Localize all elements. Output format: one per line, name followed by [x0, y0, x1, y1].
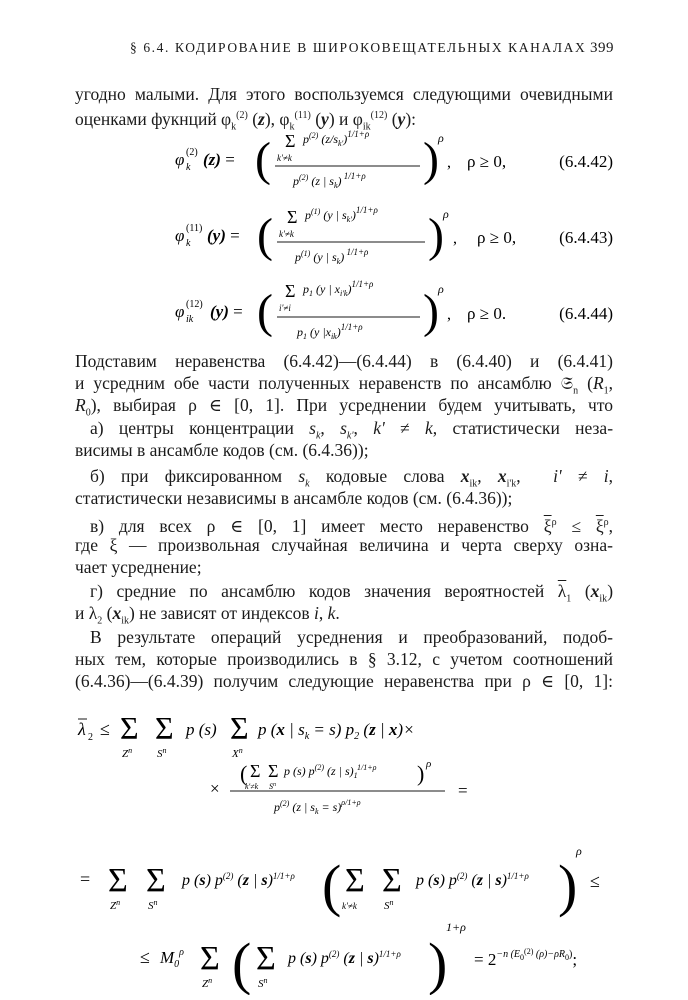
equation-number: (6.4.44) — [559, 304, 613, 323]
svg-text:p(2) (z/sk')1/1+ρ: $p^{(2)}$ $(z/s_{k'})^{1/1+\rho}$ — [303, 129, 370, 148]
svg-text:≤: ≤ — [140, 947, 150, 967]
text-line: В результате операций усреднения и преобразований, подоб- — [90, 627, 613, 647]
svg-text:(: ( — [257, 285, 273, 338]
svg-text:p1 (y |xik)1/1+ρ: $p_1$ (y $|x_{ik})^{1/1+\rho}$ — [297, 322, 363, 341]
svg-text:Sn: $S^n$ — [148, 898, 158, 912]
svg-text:,: , — [453, 230, 457, 247]
svg-text:Σ: Σ — [250, 761, 261, 781]
equation-6-4-44 — [175, 279, 613, 341]
svg-text:p (s) p(2) (z | s)1/1+ρ: p (s) $p^{(2)}$ (z | s)$^{1/1+\rho}$ — [416, 871, 529, 889]
svg-text:p (s) p(2) (z | s)1/1+ρ: p (s) $p^{(2)}$ (z | s)$^{1/1+\rho}$ — [182, 871, 295, 889]
text-line: и усредним обе части полученных неравенств по ансамблю 𝔖$_n$ ($R_1$, — [75, 373, 614, 397]
svg-text:Σ: Σ — [382, 862, 402, 899]
svg-text:φ: φ — [175, 226, 185, 245]
svg-text:k: k — [186, 238, 191, 249]
svg-text:Σ: Σ — [146, 862, 166, 899]
svg-text:=: = — [458, 781, 468, 800]
svg-text:Σ: Σ — [200, 940, 220, 977]
equation-number: (6.4.43) — [559, 228, 613, 247]
running-title: § 6.4. КОДИРОВАНИЕ В ШИРОКОВЕЩАТЕЛЬНЫХ КАНАЛАХ — [130, 40, 587, 55]
svg-text:φ: φ — [175, 302, 185, 321]
svg-text:ρ: ρ — [438, 282, 444, 296]
formula-line-4 — [140, 920, 577, 995]
svg-text:Σ: Σ — [285, 131, 296, 151]
svg-text:Sn: $S^n$ — [269, 782, 276, 791]
svg-text:φ: φ — [175, 150, 185, 169]
svg-text:Σ: Σ — [256, 940, 276, 977]
svg-text:Sn: $S^n$ — [157, 746, 167, 760]
final-formula — [70, 695, 630, 995]
equation-number: (6.4.42) — [559, 152, 613, 171]
svg-text:= 2−n (E0(2) (ρ)−ρR0);: = $2^{-n (E}0^{(2)}$ (ρ)−ρR0); — [474, 947, 578, 969]
svg-text:k'≠k: k'≠k — [277, 153, 292, 163]
list-item: а) центры концентрации $s_k$, $s_{k'}$, k' ≠ k, статистически неза- — [90, 418, 614, 442]
svg-text:p(1) (y | sk) 1/1+ρ: $p^{(1)}$ (y | $s_k$) $^{1/1+\rho}$ — [295, 247, 369, 266]
svg-text:(: ( — [257, 209, 273, 262]
svg-text:Sn: $S^n$ — [258, 976, 268, 990]
list-item: б) при фиксированном $s_k$ кодовые слова $x_{ik}$, $x_{i'k}$, i' ≠ i, — [90, 466, 614, 490]
svg-text:Σ: Σ — [285, 281, 296, 301]
svg-text:(: ( — [255, 133, 271, 186]
svg-text:2: 2 — [88, 732, 93, 743]
svg-text:Sn: $S^n$ — [384, 898, 394, 912]
svg-text:ρ ≥ 0,: ρ ≥ 0, — [477, 228, 517, 247]
svg-text:ρ: ρ — [576, 844, 582, 858]
svg-text:k'≠k: k'≠k — [342, 901, 357, 911]
formula-line-1 — [77, 710, 415, 760]
svg-text:1+ρ: 1+ρ — [446, 920, 466, 934]
svg-text:): ) — [423, 285, 439, 338]
svg-text:): ) — [558, 853, 578, 918]
svg-text:(y) =: (y) = — [210, 302, 243, 321]
svg-text:Σ: Σ — [155, 710, 174, 746]
svg-text:): ) — [417, 761, 425, 786]
svg-text:Σ: Σ — [287, 207, 298, 227]
svg-text:(z) =: (z) = — [203, 150, 235, 169]
svg-text:): ) — [423, 133, 439, 186]
svg-text:Zn: $Z^n$ — [202, 976, 213, 990]
svg-text:(11): (11) — [186, 223, 203, 234]
equation-block — [75, 125, 615, 355]
text-line: висимы в ансамбле кодов (см. (6.4.36)); — [75, 440, 369, 460]
svg-text:p1 (y | xi'k)1/1+ρ: $p_1$ (y | $x_{i'k})^{1/1+\rho}$ — [303, 279, 374, 298]
svg-text:ρ ≥ 0,: ρ ≥ 0, — [467, 152, 507, 171]
svg-text:p(2) (z | sk) 1/1+ρ: $p^{(2)}$ (z | $s_k$) $^{1/1+\rho}$ — [293, 171, 366, 190]
svg-text:,: , — [447, 306, 451, 323]
svg-text:k'≠k: k'≠k — [279, 229, 294, 239]
svg-text:(: ( — [240, 761, 248, 786]
text-line: $R_0$), выбирая ρ ∈ [0, 1]. При усреднении будем учитывать, что — [75, 395, 613, 419]
svg-text:ρ: ρ — [438, 131, 444, 145]
svg-text:i'≠i: i'≠i — [279, 303, 291, 313]
text-line: ных тем, которые производились в § 3.12, с учетом соотношений — [75, 649, 613, 669]
svg-text:k'≠k: k'≠k — [245, 782, 259, 791]
text-line: где ξ — произвольная случайная величина и черта сверху озна- — [75, 535, 613, 555]
list-item: в) для всех ρ ∈ [0, 1] имеет место неравенство $\overline{\xi}^\rho \le \overline{\xi}^\rho$, — [90, 515, 614, 536]
svg-text:p (s) p(2) (z | s)1/1+ρ: p (s) $p^{(2)}$ (z | s)$^{1/1+\rho}$ — [288, 949, 401, 967]
svg-text:Σ: Σ — [230, 710, 249, 746]
svg-text:Σ: Σ — [120, 710, 139, 746]
svg-text:): ) — [428, 209, 444, 262]
svg-text:Xn: $X^n$ — [232, 746, 243, 760]
svg-text:=: = — [80, 869, 91, 889]
svg-text:p(2) (z | sk = s)ρ/1+ρ: $p^{(2)}$ (z | $s_k = s)^{\rho/1+\rho}$ — [274, 798, 361, 816]
text-line: (6.4.36)—(6.4.39) получим следующие неравенства при ρ ∈ [0, 1]: — [75, 671, 613, 691]
text-line: статистически независимы в ансамбле кодов (см. (6.4.36)); — [75, 488, 513, 508]
svg-text:≤: ≤ — [100, 719, 110, 739]
svg-text:p (s) p(2) (z | s)11/1+ρ: p (s) $p^{(2)}$ (z | $s)_1^{1/1+\rho}$ — [284, 763, 377, 780]
svg-text:): ) — [428, 931, 448, 995]
svg-text:(2): (2) — [186, 147, 198, 158]
formula-line-3 — [80, 844, 600, 918]
svg-text:(12): (12) — [186, 299, 203, 310]
svg-text:≤: ≤ — [590, 871, 600, 891]
text-line: оценками фукнций $\varphi_k^{(2)}$ (z), $\varphi_k^{(11)}$ (y) и $\varphi_{ik}^{(12)}$ (y): — [75, 108, 417, 133]
svg-text:Σ: Σ — [108, 862, 128, 899]
svg-text:Zn: $Z^n$ — [110, 898, 121, 912]
equation-6-4-43 — [175, 205, 613, 266]
svg-text:,: , — [447, 154, 451, 171]
text-line: и $\lambda_2$ $(x_{ik})$ не зависят от индексов i, k. — [75, 603, 340, 627]
svg-text:ik: ik — [186, 314, 194, 325]
svg-text:λ: λ — [78, 719, 86, 739]
svg-text:k: k — [186, 162, 191, 173]
svg-text:ρ: ρ — [443, 207, 449, 221]
svg-text:(: ( — [322, 853, 342, 918]
svg-text:p (x | sk = s) p2 (z | x)×: p (x | $s_k = s$) $p_2$ (z | x)× — [258, 720, 415, 742]
svg-text:(: ( — [232, 931, 252, 995]
text-line: Подставим неравенства (6.4.42)—(6.4.44) в (6.4.40) и (6.4.41) — [75, 351, 613, 371]
equation-6-4-42 — [175, 129, 613, 190]
svg-text:Σ: Σ — [268, 761, 279, 781]
page-number: 399 — [590, 40, 614, 56]
svg-text:Σ: Σ — [345, 862, 365, 899]
text-line: угодно малыми. Для этого воспользуемся следующими очевидными — [75, 84, 613, 104]
text-line: чает усреднение; — [75, 557, 202, 577]
svg-text:ρ: ρ — [426, 758, 432, 770]
svg-text:M0ρ: $M_0^\rho$ — [160, 947, 184, 970]
svg-text:p (s): p (s) — [186, 720, 217, 739]
svg-text:p(1) (y | sk')1/1+ρ: $p^{(1)}$ (y | $s_{k'})^{1/1+\rho}$ — [305, 205, 378, 224]
svg-text:×: × — [210, 779, 220, 798]
svg-text:(y) =: (y) = — [207, 226, 240, 245]
svg-text:Zn: $Z^n$ — [122, 746, 133, 760]
svg-text:ρ ≥ 0.: ρ ≥ 0. — [467, 304, 507, 323]
formula-line-2 — [210, 758, 468, 816]
list-item: г) средние по ансамблю кодов значения вероятностей $\overline{\lambda}_1$ $(x_{ik})$ — [90, 581, 614, 605]
